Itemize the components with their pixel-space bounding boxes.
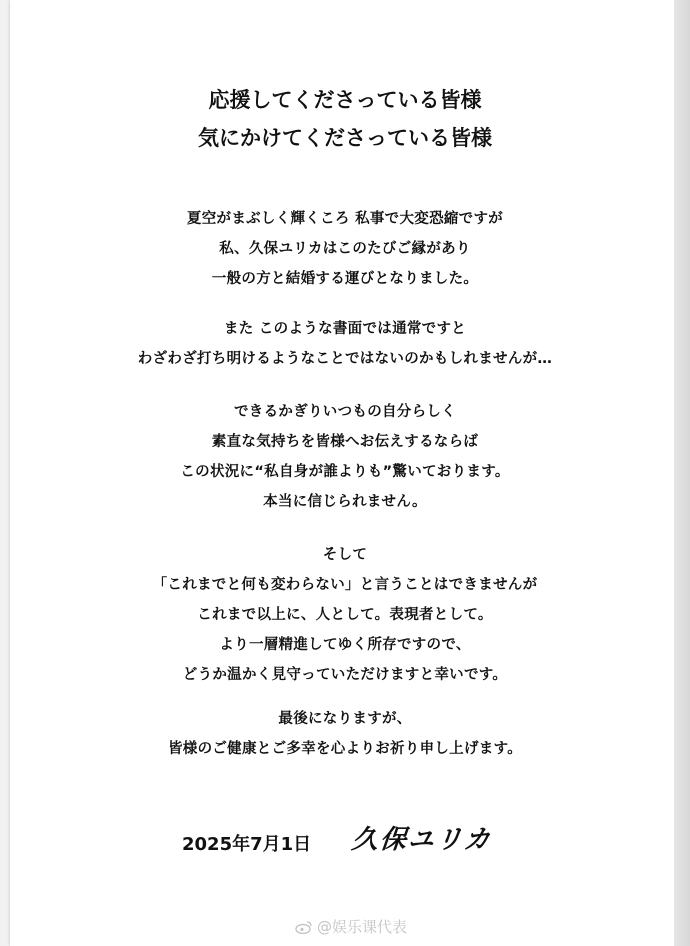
paragraph-5: [0, 704, 690, 764]
paragraph-line: できるかぎりいつもの自分らしく: [234, 404, 456, 420]
paragraph-line: より一層精進してゆく所存ですので、: [219, 637, 471, 653]
greeting-line-2: 気にかけてくださっている皆様: [198, 126, 492, 150]
paragraph-1: [0, 204, 690, 294]
paragraph-line: 一般の方と結婚する運びとなりました。: [211, 271, 479, 287]
paragraph-2: [0, 314, 690, 374]
watermark: [295, 916, 407, 937]
paragraph-line: わざわざ打ち明けるようなことではないのかもしれませんが…: [137, 351, 553, 367]
paragraph-line: そして: [322, 547, 368, 563]
watermark-text: @娱乐课代表: [317, 918, 408, 936]
paragraph-line: これまで以上に、人として。表現者として。: [197, 607, 493, 623]
paragraph-line: この状況に“私自身が誰よりも”驚いております。: [180, 464, 510, 480]
paragraph-line: 皆様のご健康とご多幸を心よりお祈り申し上げます。: [167, 741, 523, 757]
weibo-icon: [295, 920, 313, 934]
paragraph-line: 素直な気持ちを皆様へお伝えするならば: [211, 434, 479, 450]
paragraph-line: 私、久保ユリカはこのたびご縁があり: [219, 241, 471, 257]
greeting-line-1: 応援してくださっている皆様: [208, 88, 482, 112]
letter-date: 2025年7月1日: [182, 834, 312, 855]
paragraph-line: 最後になりますが、: [278, 711, 412, 727]
paragraph-line: どうか温かく見守っていただけますと幸いです。: [182, 667, 508, 683]
signature: 久保ユリカ: [350, 825, 494, 855]
paragraph-line: 本当に信じられません。: [263, 494, 427, 510]
paragraph-line: 「これまでと何も変わらない」と言うことはできませんが: [152, 577, 538, 593]
paragraph-4: [0, 540, 690, 690]
paragraph-line: また このような書面では通常ですと: [223, 321, 467, 337]
paragraph-line: 夏空がまぶしく輝くころ 私事で大変恐縮ですが: [186, 211, 504, 227]
paragraph-3: [0, 397, 690, 517]
